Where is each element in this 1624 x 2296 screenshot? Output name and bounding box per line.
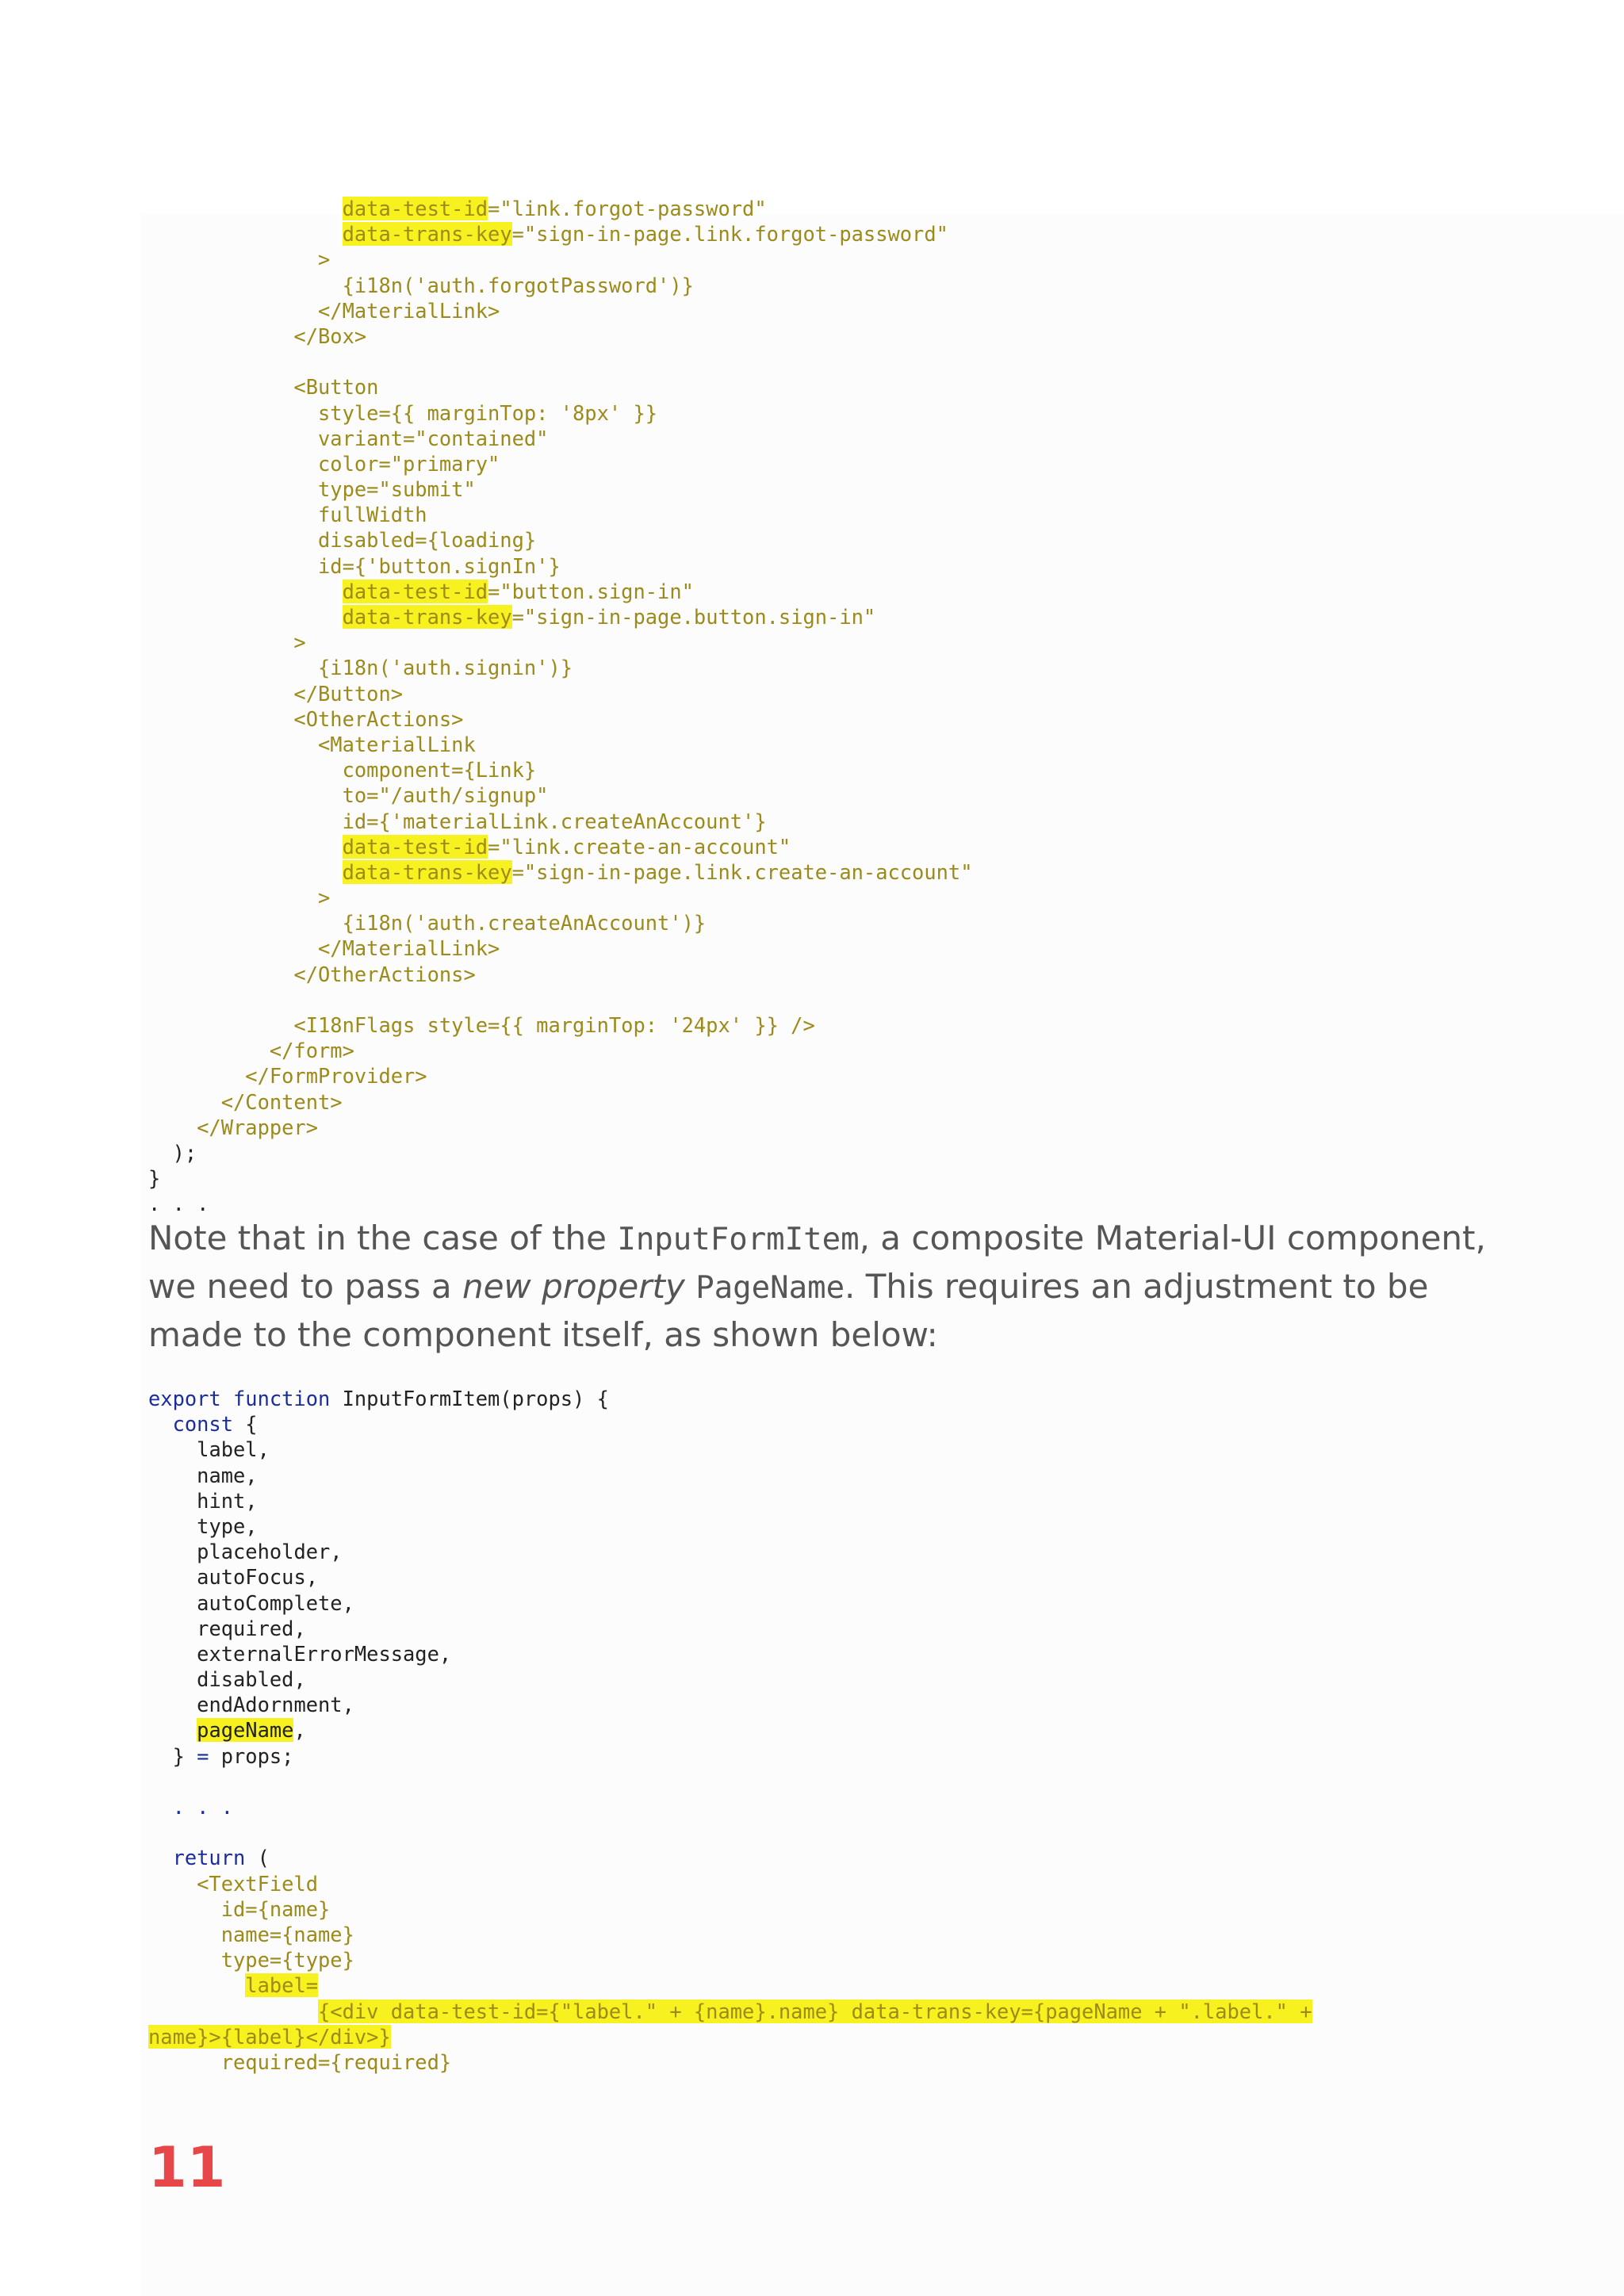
code-line: autoComplete, <box>197 1590 354 1615</box>
code-line: </form> <box>148 1039 354 1063</box>
code-line: endAdornment, <box>197 1693 354 1717</box>
code-line: <Button <box>148 375 379 400</box>
code-line <box>148 1820 1312 1845</box>
code-line: {i18n('auth.forgotPassword')} <box>148 273 694 297</box>
code-line: </Content> <box>148 1089 343 1114</box>
code-line: > <box>148 247 331 272</box>
code-line: <I18nFlags style={{ marginTop: '24px' }} /> <box>148 1013 815 1037</box>
code-line: label, <box>197 1437 270 1462</box>
code-line: pageName, <box>197 1718 306 1743</box>
code-line: } <box>148 1166 161 1191</box>
code-line: return ( <box>172 1846 270 1870</box>
code-line: {i18n('auth.signin')} <box>148 656 573 680</box>
code-line: . . . <box>148 1192 209 1216</box>
code-line: placeholder, <box>197 1540 343 1564</box>
highlighted-attribute: data-trans-key <box>342 222 512 247</box>
code-line: <TextField <box>148 1871 319 1896</box>
highlighted-attribute: data-trans-key <box>342 859 512 884</box>
code-line: const { <box>172 1412 258 1437</box>
code-block-input-form-item <box>148 1386 1312 2075</box>
code-line: > <box>148 886 331 910</box>
code-keyword: export function <box>148 1387 331 1410</box>
code-line: ); <box>148 1140 197 1165</box>
code-line: component={Link} <box>148 758 537 783</box>
code-line: <OtherActions> <box>148 706 464 731</box>
highlighted-attribute: data-test-id <box>342 197 488 220</box>
code-line: variant="contained" <box>148 426 549 450</box>
explanation-paragraph <box>148 1215 1496 1358</box>
code-line: type="submit" <box>148 477 476 502</box>
code-line: data-trans-key="sign-in-page.link.create-an-account" <box>342 859 973 884</box>
code-line: data-test-id="link.forgot-password" <box>342 197 767 220</box>
code-line: disabled={loading} <box>148 528 537 553</box>
code-line: </MaterialLink> <box>148 298 500 323</box>
code-line: type={type} <box>148 1948 354 1973</box>
code-line: required, <box>197 1616 306 1640</box>
code-line: externalErrorMessage, <box>197 1641 452 1666</box>
code-keyword: const <box>172 1412 234 1437</box>
inline-code-component: InputFormItem <box>617 1222 860 1257</box>
code-line <box>148 1794 1312 1820</box>
code-ellipsis: . . . <box>172 1795 234 1819</box>
paragraph-text: . This requires an adjustment to be made to the component itself, as shown below: <box>148 1267 1429 1354</box>
code-line: name, <box>197 1463 258 1487</box>
code-keyword: return <box>172 1846 246 1870</box>
code-line: id={name} <box>148 1896 331 1921</box>
code-line: </FormProvider> <box>148 1064 427 1089</box>
code-line: </Wrapper> <box>148 1115 319 1139</box>
inline-code-property: PageName <box>695 1270 845 1306</box>
highlighted-attribute: data-test-id <box>342 834 488 859</box>
code-line: data-test-id="button.sign-in" <box>342 579 694 603</box>
code-line: </Box> <box>148 323 367 348</box>
page-number: 11 <box>148 2135 226 2200</box>
highlighted-prop: pageName <box>197 1718 294 1743</box>
code-line: </Button> <box>148 681 404 706</box>
code-line <box>148 2024 1312 2049</box>
code-line: {i18n('auth.createAnAccount')} <box>148 911 707 936</box>
highlighted-label-attr: label= <box>245 1973 319 1998</box>
code-line: to="/auth/signup" <box>148 783 549 808</box>
code-line: disabled, <box>197 1667 306 1692</box>
code-line: id={'button.signIn'} <box>148 553 561 578</box>
code-line: id={'materialLink.createAnAccount'} <box>148 809 767 833</box>
code-line: style={{ marginTop: '8px' }} <box>148 400 658 425</box>
code-line <box>148 987 973 1012</box>
code-line: data-trans-key="sign-in-page.button.sign-in" <box>342 605 876 629</box>
highlighted-label-value: name}>{label}</div>} <box>148 2024 391 2049</box>
code-line: fullWidth <box>148 503 427 527</box>
code-line: autoFocus, <box>197 1565 319 1590</box>
code-line: > <box>148 630 306 655</box>
code-block-sign-in-form <box>148 196 973 1217</box>
code-line <box>148 1769 1312 1794</box>
code-line: } = props; <box>148 1743 294 1768</box>
code-line: </OtherActions> <box>148 962 476 986</box>
code-line: color="primary" <box>148 451 500 476</box>
code-line <box>148 1973 1312 1998</box>
highlighted-attribute: data-test-id <box>342 579 488 603</box>
code-line <box>148 349 973 374</box>
paragraph-text: , a composite Material-UI component, we need to pass a <box>148 1219 1486 1306</box>
paragraph-text: Note that in the case of the <box>148 1219 618 1257</box>
code-line: type, <box>197 1513 258 1538</box>
code-line: data-test-id="link.create-an-account" <box>342 834 791 859</box>
highlighted-label-value: {<div data-test-id={"label." + {name}.name} data-trans-key={pageName + ".label." + <box>318 1999 1312 2023</box>
code-line: required={required} <box>148 2049 452 2074</box>
code-line: data-trans-key="sign-in-page.link.forgot-password" <box>342 222 948 247</box>
code-line: name={name} <box>148 1922 354 1946</box>
code-line: <MaterialLink <box>148 732 476 756</box>
code-line: </MaterialLink> <box>148 936 500 961</box>
highlighted-attribute: data-trans-key <box>342 605 512 629</box>
emphasis-text: new property <box>462 1267 685 1306</box>
code-line: export function InputFormItem(props) { <box>148 1387 609 1410</box>
code-line: hint, <box>197 1488 258 1513</box>
code-line <box>148 1999 1312 2024</box>
